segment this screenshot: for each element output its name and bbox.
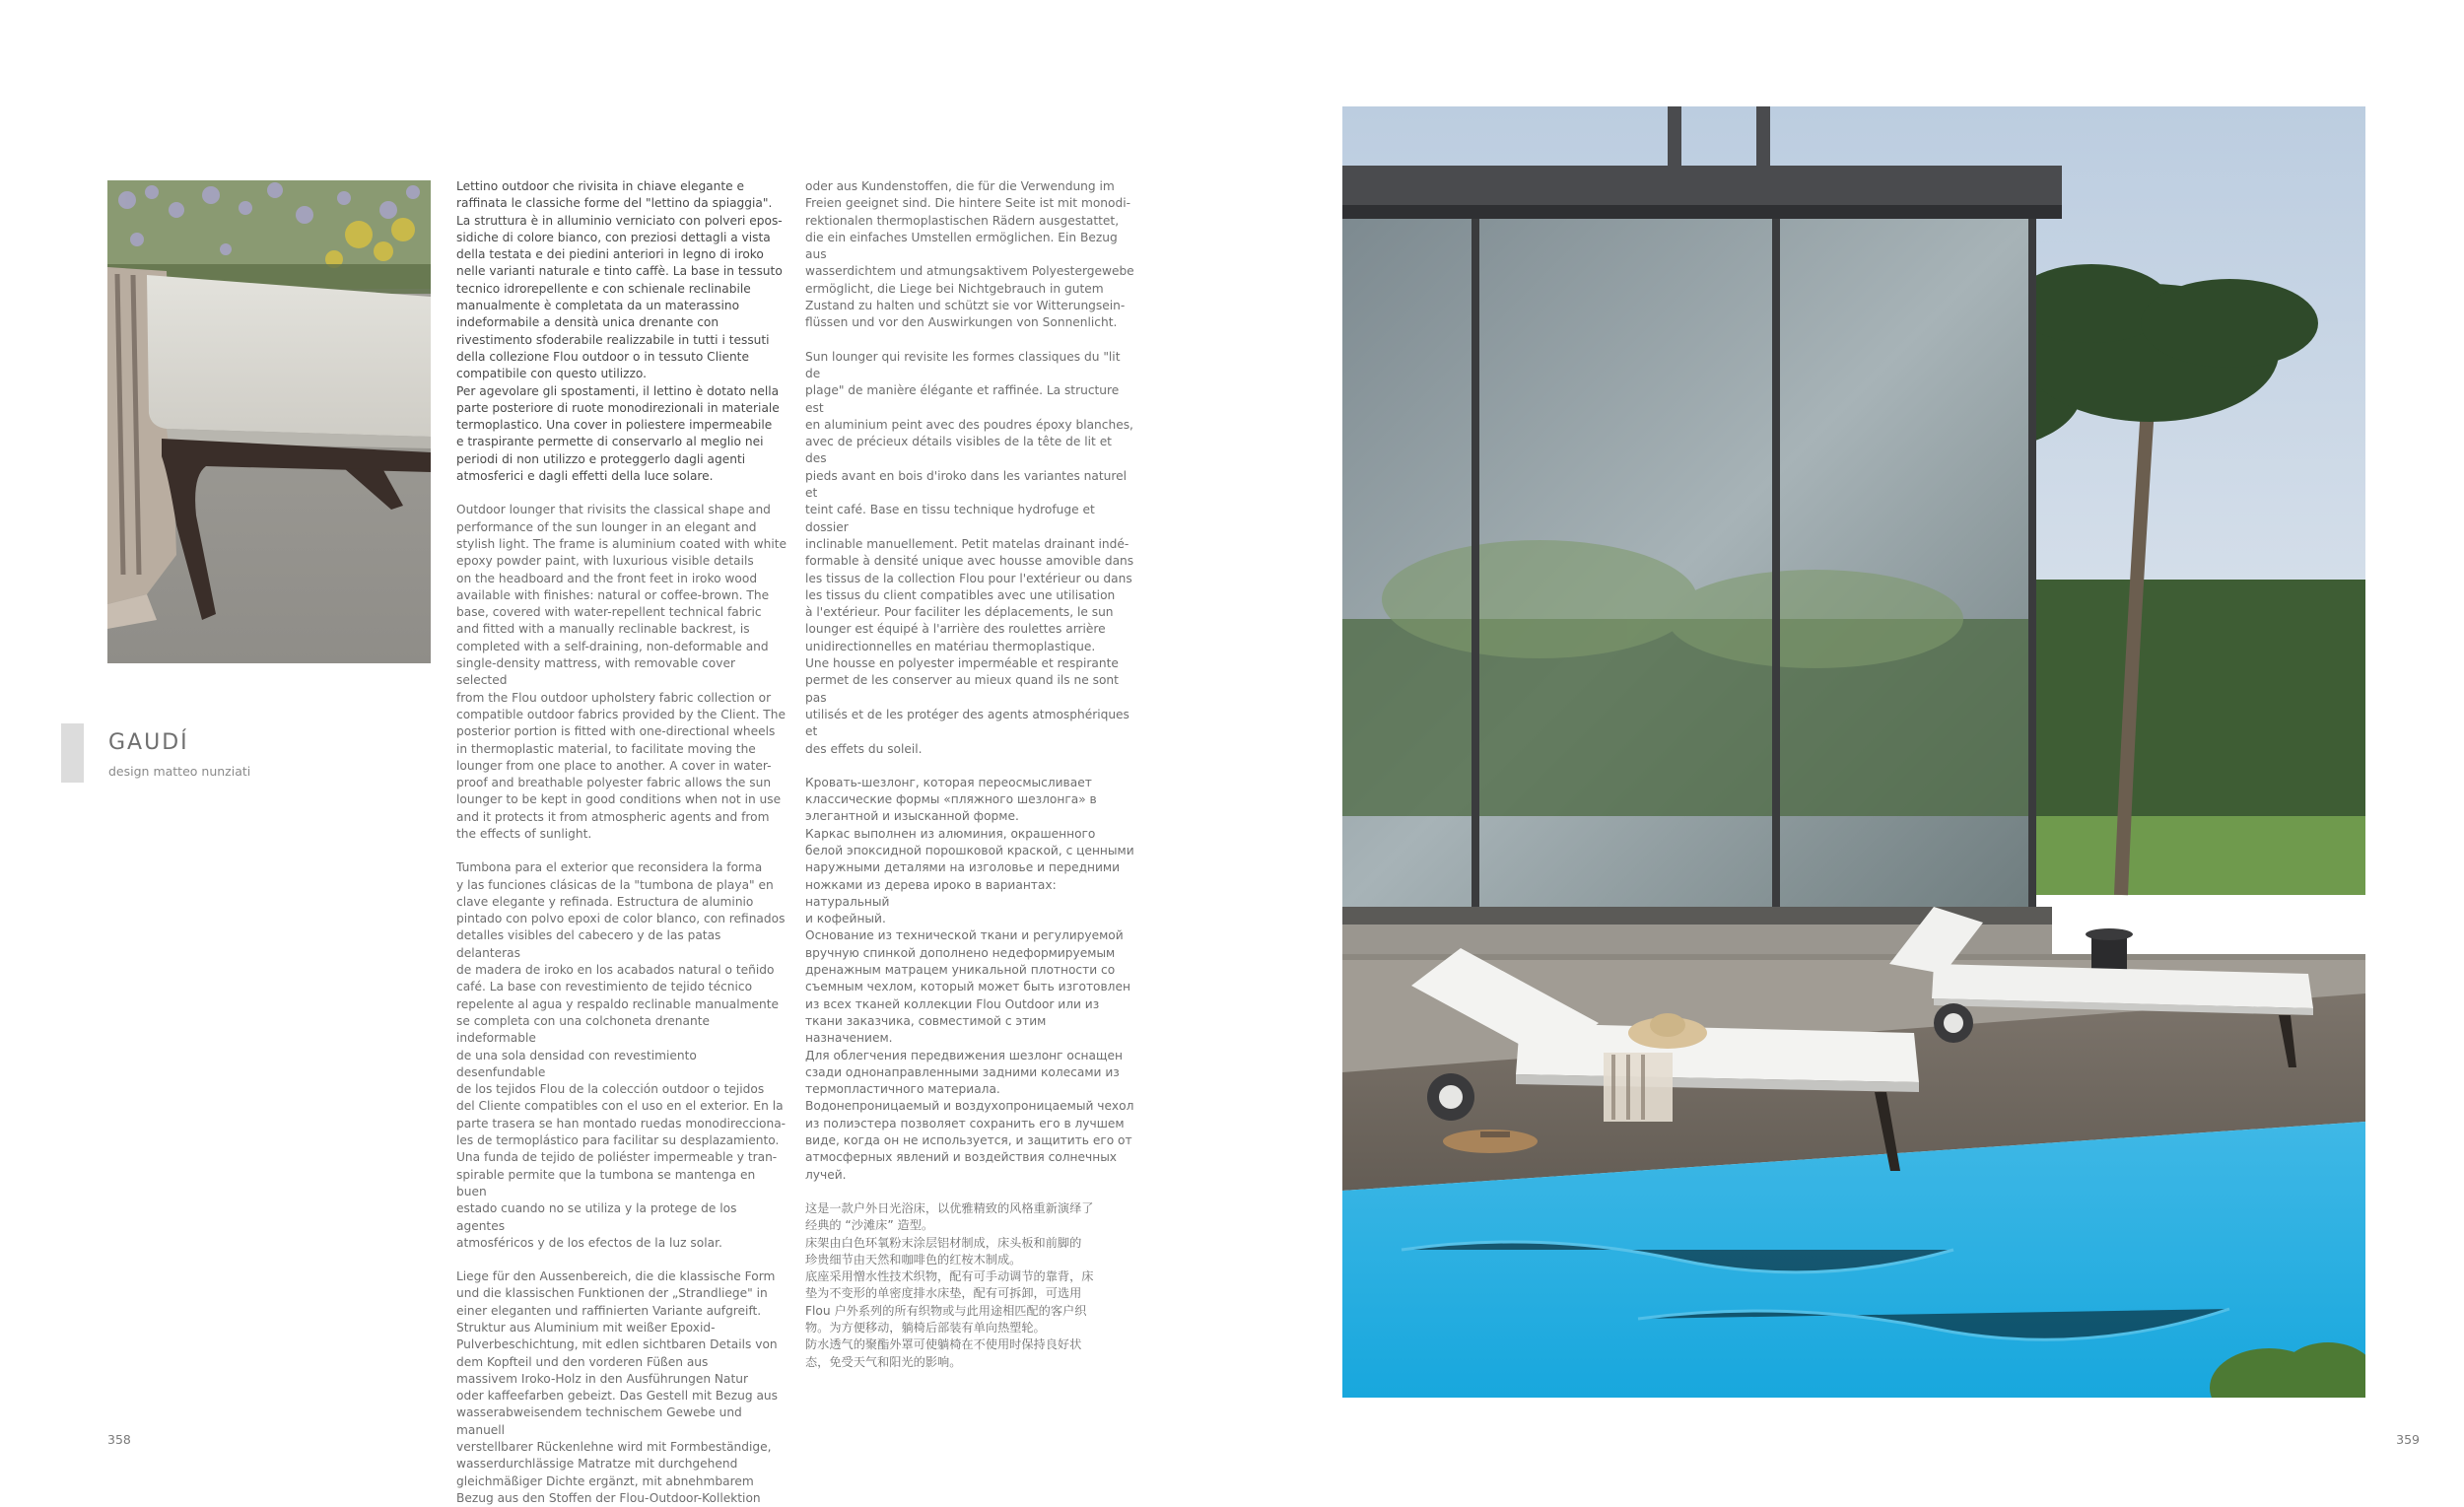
left-page: [0, 0, 1232, 1505]
description-de: Liege für den Aussenbereich, die die klassische Form und die klassischen Funktionen der „Strandliege" in einer eleganten und raffinierten Variante aufgreift. Struktur aus Aluminium mit weißer Epoxid- Pulverbeschichtung, mit edlen sichtbaren Details von dem Kopfteil und den vorderen Füßen aus massivem Iroko-Holz in den Ausführungen Natur oder kaffeefarben gebeizt. Das Gestell mit Bezug aus wasserabweisendem technischem Gewebe und manuell verstellbarer Rückenlehne wird mit Formbeständige, wasserdurchlässige Matratze mit durchgehend gleichmäßiger Dichte ergänzt, mit abnehmbarem Bezug aus den Stoffen der Flou-Outdoor-Kollektion: [456, 1269, 778, 1505]
title-accent-bar: [61, 723, 84, 783]
page-number-right: 359: [2396, 1432, 2420, 1447]
poolside-loungers-photo: [1342, 106, 2365, 1398]
text-column-1: [456, 178, 787, 1507]
lounger-detail-photo: [107, 180, 431, 663]
description-en: Outdoor lounger that rivisits the classical shape and performance of the sun lounger in an elegant and stylish light. The frame is aluminium coated with white epoxy powder paint, with luxurious visible details on the headboard and the front feet in iroko wood available with finishes: natural or coffee-brown. The base, covered with water-repellent technical fabric and fitted with a manually reclinable backrest, is completed with a self-draining, non-deformable and single-density mattress, with removable cover selected from the Flou outdoor upholstery fabric collection or compatible outdoor fabrics provided by the Client. The posterior portion is fitted with one-directional wheels in thermoplastic material, to facilitate moving the lounger from one place to another. A cover in water- proof and breathable polyester fabric allows the sun lounger to be kept in good conditions when not in use and it protects it from atmospheric agents and from the effects of sunlight.: [456, 503, 787, 841]
product-title: GAUDÍ: [108, 730, 189, 755]
description-zh: 这是一款户外日光浴床，以优雅精致的风格重新演绎了 经典的 “沙滩床” 造型。 床架由白色环氧粉末涂层铝材制成，床头板和前脚的 珍贵细节由天然和咖啡色的红桉木制成。 底座采用憎水性技术织物，配有可手动调节的靠背，床 垫为不变形的单密度排水床垫，配有可拆卸，可选用 Flou 户外系列的所有织物或与此用途相匹配的客户织 物。为方便移动，躺椅后部装有单向热塑轮。 防水透气的聚酯外罩可使躺椅在不使用时保持良好状 态，免受天气和阳光的影响。: [805, 1200, 1094, 1369]
description-fr: Sun lounger qui revisite les formes classiques du "lit de plage" de manière élégante et raffinée. La structure est en aluminium peint avec des poudres époxy blanches, avec de précieux détails visibles de la tête de lit et des pieds avant en bois d'iroko dans les variantes naturel et teint café. Base en tissu technique hydrofuge et dossier inclinable manuellement. Petit matelas drainant indé- formable à densité unique avec housse amovible dans les tissus de la collection Flou pour l'extérieur ou dans les tissus du client compatibles avec une utilisation à l'extérieur. Pour faciliter les déplacements, le sun lounger est équipé à l'arrière des roulettes arrière unidirectionnelles en matériau thermoplastique. Une housse en polyester imperméable et respirante permet de les conserver au mieux quand ils ne sont pas utilisés et de les protéger des agents atmosphériques et des effets du soleil.: [805, 349, 1134, 756]
description-de-continued: oder aus Kundenstoffen, die für die Verwendung im Freien geeignet sind. Die hintere Seite ist mit monodi- rektionalen thermoplastischen Rädern ausgestattet, die ein einfaches Umstellen ermöglichen. Ein Bezug aus wasserdichtem und atmungsaktivem Polyestergewebe ermöglicht, die Liege bei Nichtgebrauch in gutem Zustand zu halten und schützt sie vor Witterungsein- flüssen und vor den Auswirkungen von Sonnenlicht.: [805, 179, 1134, 330]
description-ru: Кровать-шезлонг, которая переосмысливает классические формы «пляжного шезлонга» в элегантной и изысканной форме. Каркас выполнен из алюминия, окрашенного белой эпоксидной порошковой краской, с ценными наружными деталями на изголовье и передними ножками из дерева ироко в вариантах: натуральный и кофейный. Основание из технической ткани и регулируемой вручную спинкой дополнено недеформируемым дренажным матрацем уникальной плотности со съемным чехлом, который может быть изготовлен из всех тканей коллекции Flou Outdoor или из ткани заказчика, совместимой с этим назначением. Для облегчения передвижения шезлонг оснащен сзади однонаправленными задними колесами из термопластичного материала. Водонепроницаемый и воздухопроницаемый чехол из полиэстера позволяет сохранить его в лучшем виде, когда он не используется, и защитить его от атмосферных явлений и воздействия солнечных лучей.: [805, 775, 1134, 1182]
right-page: [1232, 0, 2464, 1500]
designer-credit: design matteo nunziati: [108, 764, 251, 779]
text-column-2: [805, 178, 1135, 1371]
page-number-left: 358: [107, 1432, 131, 1447]
description-it: Lettino outdoor che rivisita in chiave elegante e raffinata le classiche forme del "lettino da spiaggia". La struttura è in alluminio verniciato con polveri epos- sidiche di colore bianco, con preziosi dettagli a vista della testata e dei piedini anteriori in legno di iroko nelle varianti naturale e tinto caffè. La base in tessuto tecnico idrorepellente e con schienale reclinabile manualmente è completata da un materassino indeformabile a densità unica drenante con rivestimento sfoderabile realizzabile in tutti i tessuti della collezione Flou outdoor o in tessuto Cliente compatibile con questo utilizzo. Per agevolare gli spostamenti, il lettino è dotato nella parte posteriore di ruote monodirezionali in materiale termoplastico. Una cover in poliestere impermeabile e traspirante permette di conservarlo al meglio nei periodi di non utilizzo e proteggerlo dagli agenti atmosferici e dagli effetti della luce solare.: [456, 179, 783, 484]
description-es: Tumbona para el exterior que reconsidera la forma y las funciones clásicas de la "tumbona de playa" en clave elegante y refinada. Estructura de aluminio pintado con polvo epoxi de color blanco, con refinados detalles visibles del cabecero y de las patas delanteras de madera de iroko en los acabados natural o teñido café. La base con revestimiento de tejido técnico repelente al agua y respaldo reclinable manualmente se completa con una colchoneta drenante indeformable de una sola densidad con revestimiento desenfundable de los tejidos Flou de la colección outdoor o tejidos del Cliente compatibles con el uso en el exterior. En la parte trasera se han montado ruedas monodirecciona- les de termoplástico para facilitar su desplazamiento. Una funda de tejido de poliéster impermeable y tran- spirable permite que la tumbona se mantenga en buen estado cuando no se utiliza y la protege de los agentes atmosféricos y de los efectos de la luz solar.: [456, 860, 787, 1250]
